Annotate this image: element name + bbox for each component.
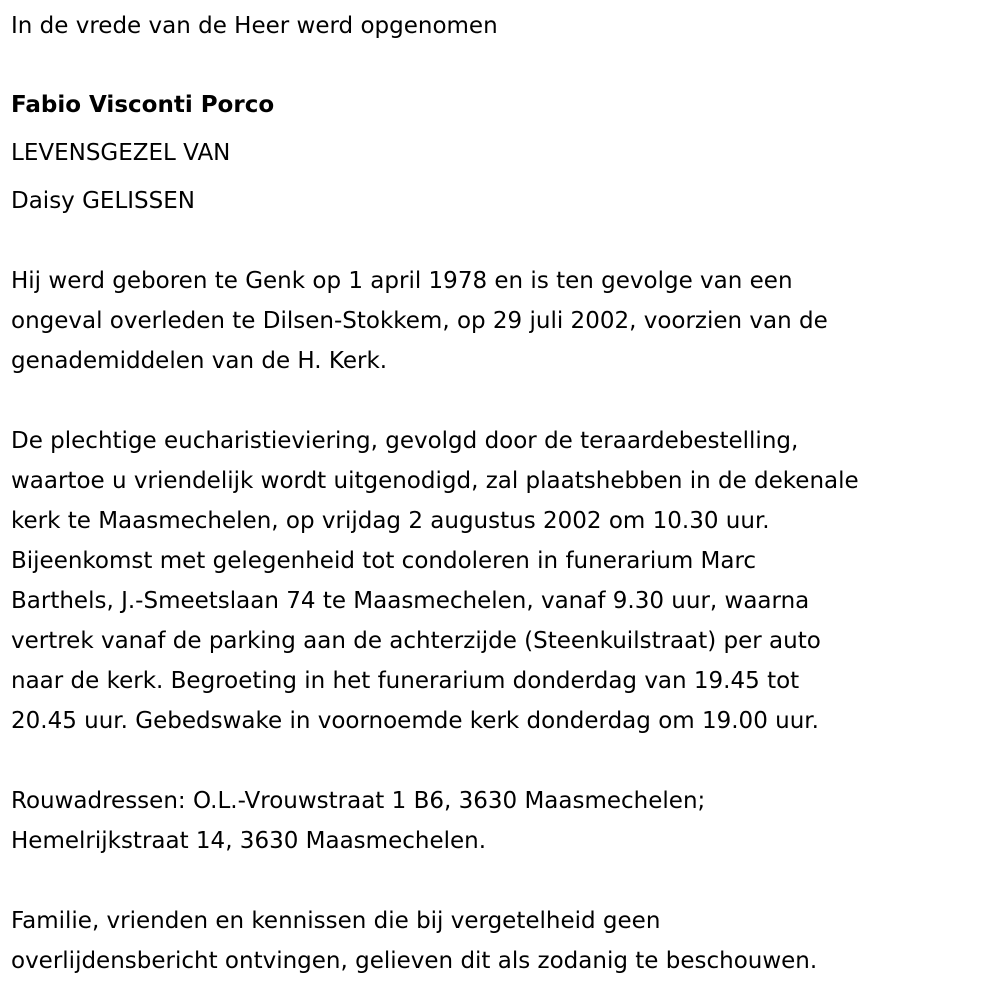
ceremony-line: vertrek vanaf de parking aan de achterzijde (Steenkuilstraat) per auto bbox=[11, 628, 821, 654]
intro-line: In de vrede van de Heer werd opgenomen bbox=[11, 13, 498, 39]
ceremony-line: Barthels, J.-Smeetslaan 74 te Maasmechelen, vanaf 9.30 uur, waarna bbox=[11, 588, 810, 614]
partner-name: Daisy GELISSEN bbox=[11, 188, 195, 214]
deceased-name bbox=[11, 85, 996, 125]
ceremony-line: naar de kerk. Begroeting in het funerarium donderdag van 19.45 tot bbox=[11, 668, 800, 694]
notice-line: Familie, vrienden en kennissen die bij vergetelheid geen bbox=[11, 908, 661, 934]
notice-line: overlijdensbericht ontvingen, gelieven dit als zodanig te beschouwen. bbox=[11, 948, 818, 974]
ceremony-line: 20.45 uur. Gebedswake in voornoemde kerk donderdag om 19.00 uur. bbox=[11, 708, 819, 734]
address-line: Rouwadressen: O.L.-Vrouwstraat 1 B6, 3630 Maasmechelen; bbox=[11, 788, 706, 814]
birth-line: Hij werd geboren te Genk op 1 april 1978 en is ten gevolge van een bbox=[11, 268, 793, 294]
ceremony-line: waartoe u vriendelijk wordt uitgenodigd, zal plaatshebben in de dekenale bbox=[11, 468, 859, 494]
funeral-notice bbox=[11, 6, 996, 981]
notice-paragraph bbox=[11, 901, 996, 981]
ceremony-paragraph bbox=[11, 421, 996, 741]
deceased-name-text: Fabio Visconti Porco bbox=[11, 92, 275, 118]
relation-label: LEVENSGEZEL VAN bbox=[11, 140, 231, 166]
birth-paragraph bbox=[11, 261, 996, 381]
ceremony-line: De plechtige eucharistieviering, gevolgd door de teraardebestelling, bbox=[11, 428, 799, 454]
addresses-paragraph bbox=[11, 781, 996, 861]
address-line: Hemelrijkstraat 14, 3630 Maasmechelen. bbox=[11, 828, 487, 854]
birth-line: ongeval overleden te Dilsen-Stokkem, op 29 juli 2002, voorzien van de bbox=[11, 308, 828, 334]
ceremony-line: Bijeenkomst met gelegenheid tot condoleren in funerarium Marc bbox=[11, 548, 757, 574]
ceremony-line: kerk te Maasmechelen, op vrijdag 2 augustus 2002 om 10.30 uur. bbox=[11, 508, 770, 534]
birth-line: genademiddelen van de H. Kerk. bbox=[11, 348, 388, 374]
